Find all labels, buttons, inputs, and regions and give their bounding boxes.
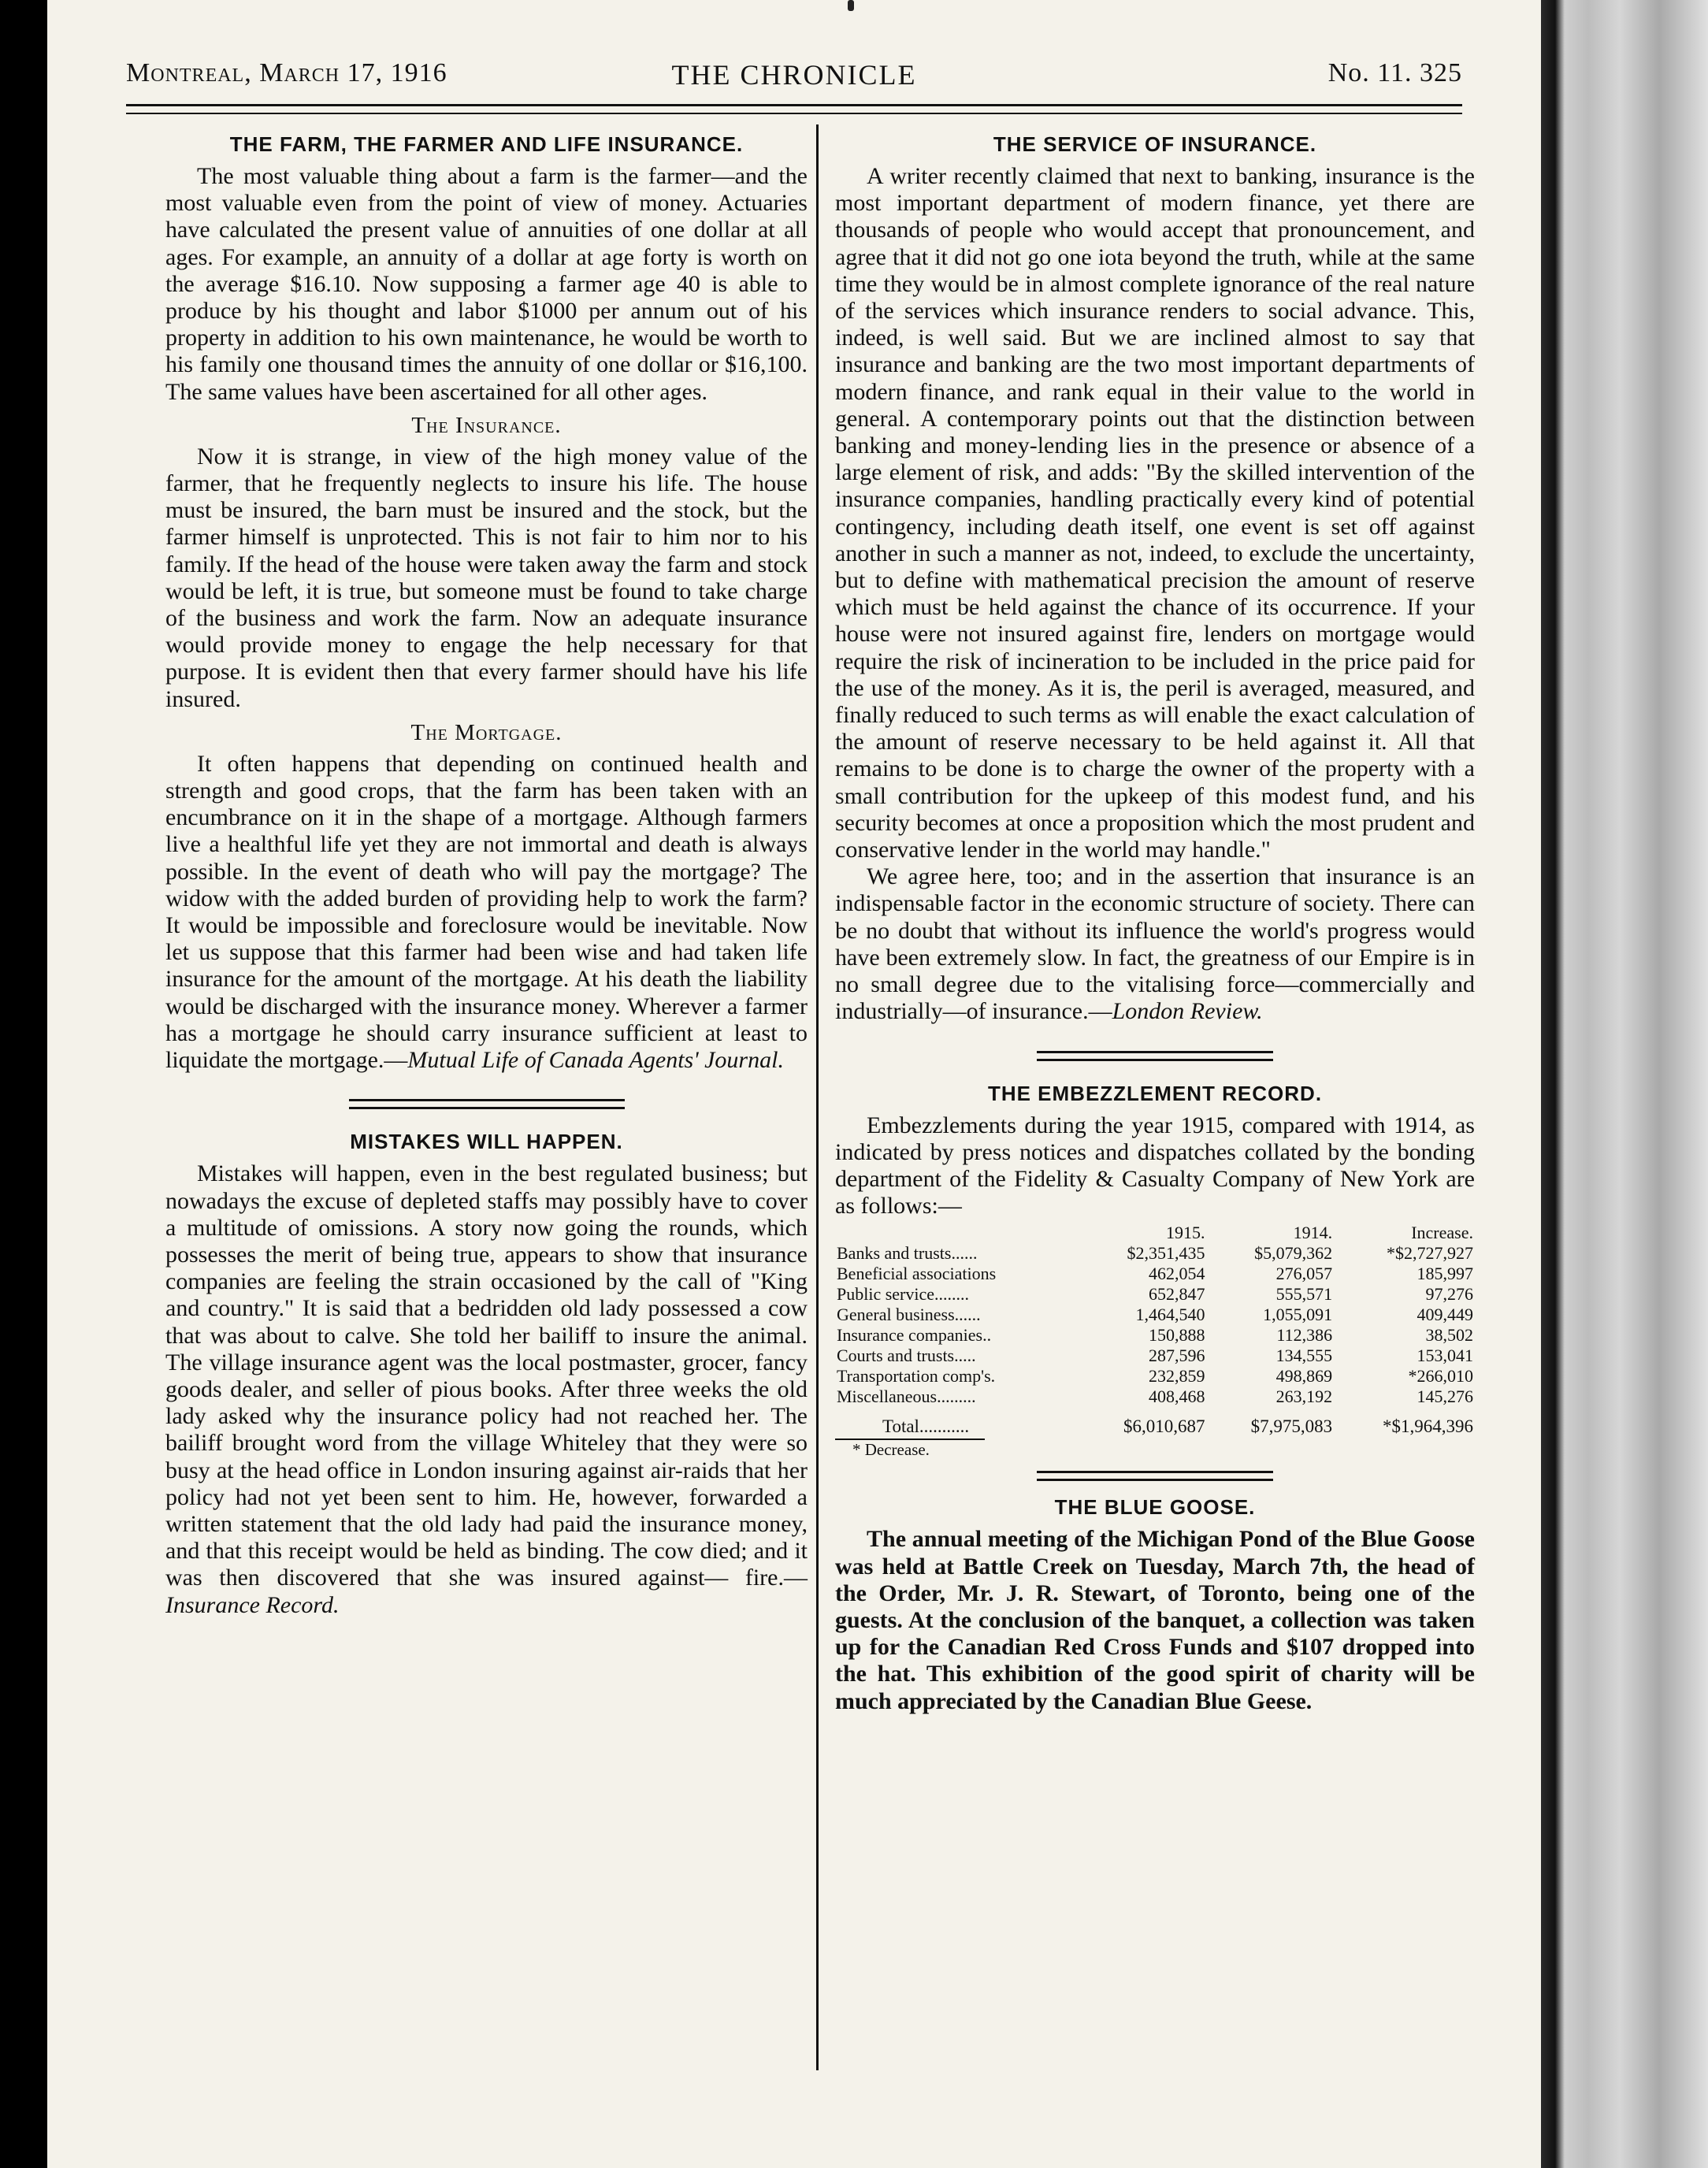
table-cell: 185,997 xyxy=(1417,1264,1473,1284)
article-paragraph: A writer recently claimed that next to banking, insurance is the most important department of modern finance, yet there are thousands of people who would accept that pronouncement, and agree that it did not go one iota beyond the truth, while at the same time they would be in almost complete ignorance of the real nature of the services which insurance renders to social advance. This, indeed, is well said. But we are inclined almost to say that insurance and banking are the two most important departments of modern finance, and rank equal in their value to the world in general. A contemporary points out that the distinction between banking and money-lending lies in the presence or absence of a large element of risk, and adds: "By the skilled intervention of the insurance companies, handling practically every kind of potential contingency, including death itself, one event is set off against another in such a manner as not, indeed, to exclude the uncertainty, but to define with mathematical precision the amount of reserve which must be held against the chance of its occurrence. If your house were not insured against fire, lenders on mortgage would require the risk of incineration to be included in the price paid for the use of the money. As it is, the peril is averaged, measured, and finally reduced to such terms as will enable the exact calculation of the amount of reserve necessary to be held against it. All that remains to be done is to charge the owner of the property with a small contribution for the upkeep of this modest fund, and his security becomes at once a proposition which the most prudent and conservative lender in the world may handle." xyxy=(835,163,1475,863)
table-cell: *$2,727,927 xyxy=(1387,1243,1473,1264)
table-cell: 153,041 xyxy=(1417,1346,1473,1366)
table-cell: Banks and trusts...... xyxy=(837,1243,978,1264)
table-cell: Insurance companies.. xyxy=(837,1325,992,1346)
article-paragraph xyxy=(165,751,808,1074)
table-row xyxy=(835,1264,1475,1284)
table-cell: General business...... xyxy=(837,1305,981,1325)
table-cell: 408,468 xyxy=(1149,1387,1205,1407)
article-paragraph xyxy=(835,863,1475,1025)
article-paragraph xyxy=(165,1160,808,1618)
table-row xyxy=(835,1325,1475,1346)
table-cell: 287,596 xyxy=(1149,1346,1205,1366)
table-cell: 409,449 xyxy=(1417,1305,1473,1325)
table-cell: 145,276 xyxy=(1417,1387,1473,1407)
table-cell: 232,859 xyxy=(1149,1366,1205,1387)
table-cell: Total........... xyxy=(882,1416,970,1437)
table-footnote: * Decrease. xyxy=(852,1440,930,1460)
table-header-cell: Increase. xyxy=(1411,1223,1473,1243)
table-row xyxy=(835,1243,1475,1264)
article-paragraph: Embezzlements during the year 1915, compared with 1914, as indicated by press notices and dispatches collated by the bonding department of the Fidelity & Casualty Company of New York are as follows:— xyxy=(835,1112,1475,1220)
blue-goose-body xyxy=(835,1526,1475,1714)
article-paragraph: The annual meeting of the Michigan Pond of the Blue Goose was held at Battle Creek on Tuesday, March 7th, the head of the Order, Mr. J. R. Stewart, of Toronto, being one of the guests. At the conclusion of the banquet, a collection was taken up for the Canadian Red Cross Funds and $107 dropped into the hat. This exhibition of the good spirit of charity will be much appreciated by the Canadian Blue Geese. xyxy=(835,1526,1475,1714)
article-source: London Review. xyxy=(1112,998,1263,1025)
table-cell: Transportation comp's. xyxy=(837,1366,996,1387)
table-cell: *$1,964,396 xyxy=(1383,1416,1473,1437)
article-title-farm: THE FARM, THE FARMER AND LIFE INSURANCE. xyxy=(229,132,744,156)
article-title-mistakes: MISTAKES WILL HAPPEN. xyxy=(350,1130,623,1154)
column-divider xyxy=(816,124,819,2070)
article-title-blue-goose: THE BLUE GOOSE. xyxy=(1054,1495,1256,1520)
newspaper-page xyxy=(47,0,1541,2168)
table-cell: 1,055,091 xyxy=(1263,1305,1333,1325)
article-title-embezzlement: THE EMBEZZLEMENT RECORD. xyxy=(987,1081,1323,1105)
section-separator xyxy=(349,1099,625,1109)
article-paragraph: The most valuable thing about a farm is the farmer—and the most valuable even from the point of view of money. Actuaries have calculated the present value of annuities of one dollar at all ages. For example, an annuity of a dollar at age forty is worth on the average $16.10. Now supposing a farmer age 40 is able to produce by his thought and labor $1000 per annum out of his property in addition to his own maintenance, he would be worth to his family one thousand times the annuity of one dollar or $16,100. The same values have been ascertained for all other ages. xyxy=(165,163,808,405)
table-row xyxy=(835,1346,1475,1366)
article-paragraph: Now it is strange, in view of the high money value of the farmer, that he frequently neglects to insure his life. The house must be insured, the barn must be insured and the stock, but the farmer himself is unprotected. This is not fair to him nor to his family. If the head of the house were taken away the farm and stock would be left, it is true, but someone must be found to take charge of the business and work the farm. Now an adequate insurance would provide money to engage the help necessary for that purpose. It is evident then that every farmer should have his life insured. xyxy=(165,443,808,712)
table-cell: 263,192 xyxy=(1275,1387,1333,1407)
table-cell: 112,386 xyxy=(1276,1325,1333,1346)
table-cell: 97,276 xyxy=(1425,1284,1473,1305)
table-header-cell: 1914. xyxy=(1293,1223,1333,1243)
table-cell: 134,555 xyxy=(1275,1346,1333,1366)
section-separator xyxy=(1037,1471,1273,1481)
subheading-mortgage: The Mortgage. xyxy=(410,719,563,745)
table-cell: 498,869 xyxy=(1275,1366,1333,1387)
paragraph-text: Mistakes will happen, even in the best regulated business; but nowadays the excuse of depleted staffs may possibly have to cover a multitude of omissions. A story now going the rounds, which possesses the merit of being true, appears to show that insurance companies are feeling the strain occasioned by the call of "King and country." It is said that a bedridden old lady possessed a cow that was about to calve. She told her bailiff to insure the animal. The village insurance agent was the local postmaster, grocer, fancy goods dealer, and seller of pious books. After three weeks the old lady asked why the insurance policy had not reached her. The bailiff brought word from the village Whiteley that they were so busy at the head office in London insuring against air-raids that her policy had not yet been sent to him. He, however, forwarded a written statement that the old lady had paid the insurance money, and that this receipt would be held as binding. The cow died; and it was then discovered that she was insured against— fire.— xyxy=(165,1160,808,1591)
paragraph-text: We agree here, too; and in the assertion that insurance is an indispensable factor in the economic structure of society. There can be no doubt that without its influence the world's progress would have been extremely slow. In fact, the greatness of our Empire is in no small degree due to the vitalising force—commercially and industrially—of insurance.— xyxy=(835,863,1475,1025)
paragraph-text: It often happens that depending on continued health and strength and good crops, that the farm has been taken with an encumbrance on it in the shape of a mortgage. Although farmers live a healthful life yet they are not immortal and death is always possible. In the event of death who will pay the mortgage? The widow with the added burden of providing help to work the farm? It would be impossible and foreclosure would be inevitable. Now let us suppose that this farmer had been wise and had taken life insurance for the amount of the mortgage. At his death the liability would be discharged with the insurance money. Wherever a farmer has a mortgage he should carry insurance sufficient at least to liquidate the mortgage.— xyxy=(165,750,808,1074)
table-cell: $5,079,362 xyxy=(1254,1243,1333,1264)
table-cell: 652,847 xyxy=(1149,1284,1205,1305)
header-double-rule xyxy=(126,104,1462,114)
table-row xyxy=(835,1366,1475,1387)
table-row xyxy=(835,1305,1475,1325)
table-cell: 38,502 xyxy=(1425,1325,1473,1346)
table-cell: $7,975,083 xyxy=(1250,1416,1333,1437)
table-total-row xyxy=(835,1407,1475,1437)
table-cell: Miscellaneous......... xyxy=(837,1387,976,1407)
running-header xyxy=(126,58,1462,98)
left-column xyxy=(165,132,808,1619)
table-header-row xyxy=(835,1223,1475,1243)
table-cell: $6,010,687 xyxy=(1123,1416,1205,1437)
header-issue-page: No. 11. 325 xyxy=(1327,58,1462,87)
embezzlement-table xyxy=(835,1223,1475,1437)
table-cell: Courts and trusts..... xyxy=(837,1346,976,1366)
table-cell: 555,571 xyxy=(1275,1284,1333,1305)
table-cell: Beneficial associations xyxy=(837,1264,997,1284)
table-cell: 150,888 xyxy=(1149,1325,1205,1346)
article-title-service: THE SERVICE OF INSURANCE. xyxy=(993,132,1317,156)
article-source: Insurance Record. xyxy=(165,1591,340,1618)
article-source: Mutual Life of Canada Agents' Journal. xyxy=(407,1047,784,1074)
scan-left-border xyxy=(0,0,47,2168)
header-publication-title: THE CHRONICLE xyxy=(671,59,917,91)
right-column xyxy=(835,132,1475,1715)
table-cell: 276,057 xyxy=(1275,1264,1333,1284)
table-row xyxy=(835,1284,1475,1305)
subheading-insurance: The Insurance. xyxy=(411,412,562,438)
table-header-cell: 1915. xyxy=(1166,1223,1205,1243)
table-cell: 462,054 xyxy=(1149,1264,1205,1284)
scan-right-border xyxy=(1541,0,1708,2168)
table-cell: 1,464,540 xyxy=(1135,1305,1205,1325)
table-row xyxy=(835,1387,1475,1407)
table-cell: *266,010 xyxy=(1408,1366,1473,1387)
table-cell: Public service........ xyxy=(837,1284,970,1305)
header-dateline: Montreal, March 17, 1916 xyxy=(126,58,447,87)
section-separator xyxy=(1037,1051,1273,1061)
scan-speck xyxy=(848,0,854,11)
table-cell: $2,351,435 xyxy=(1127,1243,1205,1264)
table-header-cell xyxy=(835,1223,1079,1243)
